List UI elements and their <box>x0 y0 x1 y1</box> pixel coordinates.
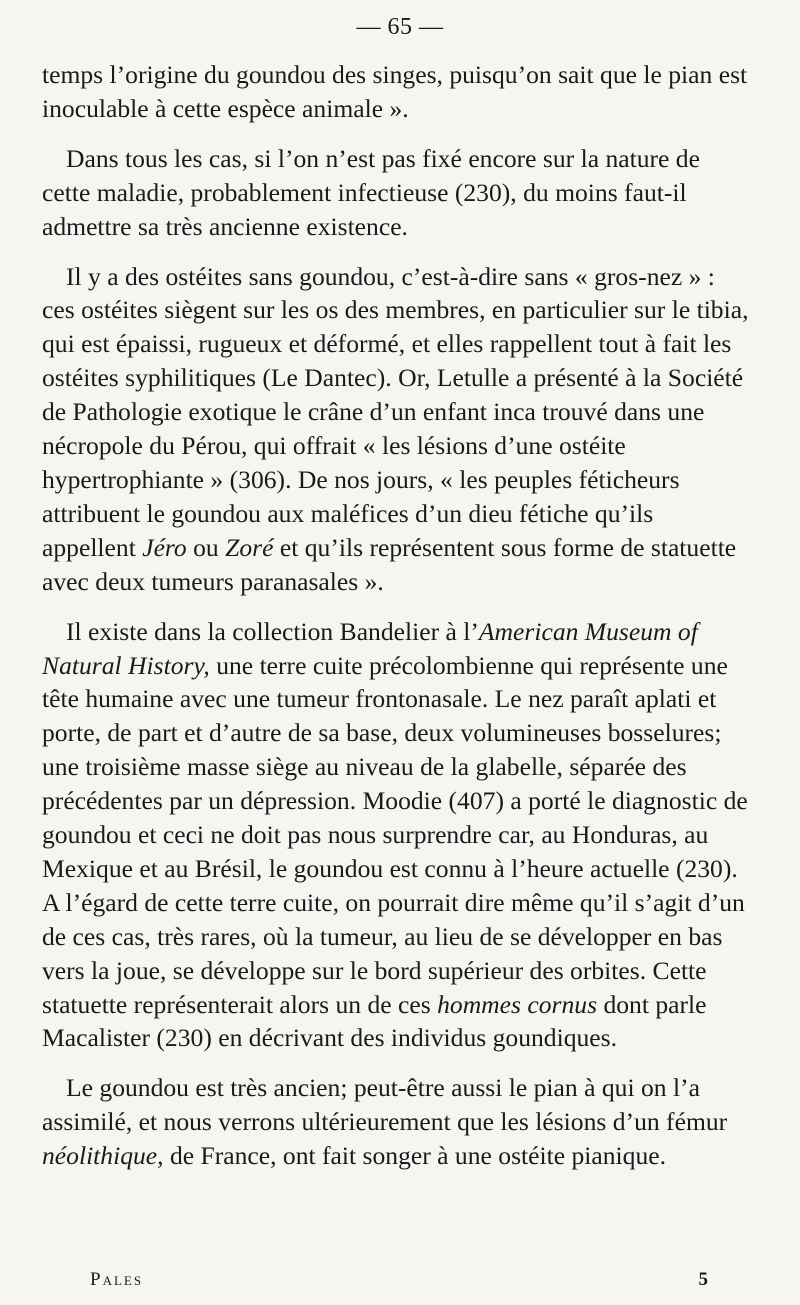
text-run: et qu’ils représentent sous forme de statuette avec deux tumeurs paranasales ». <box>42 532 737 596</box>
italic-run: néolithique, <box>42 1141 164 1171</box>
page-number: — 65 — <box>356 14 444 40</box>
italic-run: Zoré <box>225 532 274 562</box>
italic-run: Jéro <box>142 532 187 562</box>
text-run: ou <box>186 532 226 562</box>
paragraph <box>42 1071 752 1173</box>
italic-run: hommes cornus <box>437 989 598 1019</box>
paragraph <box>42 260 752 599</box>
text-run: une terre cuite précolombienne qui représente une tête humaine avec une tumeur frontonasale. Le nez paraît aplati et porte, de part et d’autre de sa base, deux volumineuses bosselures; une troisième masse siège au niveau de la glabelle, séparée des précédentes par un dépression. Moodie (407) a porté le diagnostic de goundou et ceci ne doit pas nous surprendre car, au Honduras, au Mexique et au Brésil, le goundou est connu à l’heure actuelle (230). A l’égard de cette terre cuite, on pourrait dire même qu’il s’agit d’un de ces cas, très rares, où la tumeur, au lieu de se développer en bas vers la joue, se développe sur le bord supérieur des orbites. Cette statuette représenterait alors un de ces <box>42 650 748 1019</box>
text-run: Dans tous les cas, si l’on n’est pas fixé encore sur la nature de cette maladie, probablement infectieuse (230), du moins faut-il admettre sa très ancienne existence. <box>42 143 700 241</box>
italic-run: American Museum of Natural History, <box>42 616 698 680</box>
body-text <box>42 58 752 1173</box>
text-run: Le goundou est très ancien; peut-être aussi le pian à qui on l’a assimilé, et nous verrons ultérieurement que les lésions d’un fémur <box>42 1073 728 1137</box>
paragraph <box>42 615 752 1056</box>
text-run: de France, ont fait songer à une ostéite pianique. <box>163 1141 667 1171</box>
signature-mark: 5 <box>698 1269 708 1290</box>
paragraph <box>42 58 752 126</box>
paragraph <box>42 142 752 244</box>
text-run: dont parle Macalister (230) en décrivant des individus goundiques. <box>42 989 707 1053</box>
text-run: temps l’origine du goundou des singes, puisqu’on sait que le pian est inoculable à cette espèce animale ». <box>42 60 748 123</box>
text-run: Il existe dans la collection Bandelier à l’ <box>66 616 479 646</box>
page-footer <box>90 1269 708 1291</box>
footer-author: Pales <box>90 1269 144 1290</box>
text-run: Il y a des ostéites sans goundou, c’est-à-dire sans « gros-nez » : ces ostéites siègent sur les os des membres, en particulier sur le tibia, qui est épaissi, rugueux et déformé, et elles rappellent tout à fait les ostéites syphilitiques (Le Dantec). Or, Letulle a présenté à la Société de Pathologie exotique le crâne d’un enfant inca trouvé dans une nécropole du Pérou, qui offrait « les lésions d’une ostéite hypertrophiante » (306). De nos jours, « les peuples féticheurs attribuent le goundou aux maléfices d’un dieu fétiche qu’ils appellent <box>42 261 749 562</box>
